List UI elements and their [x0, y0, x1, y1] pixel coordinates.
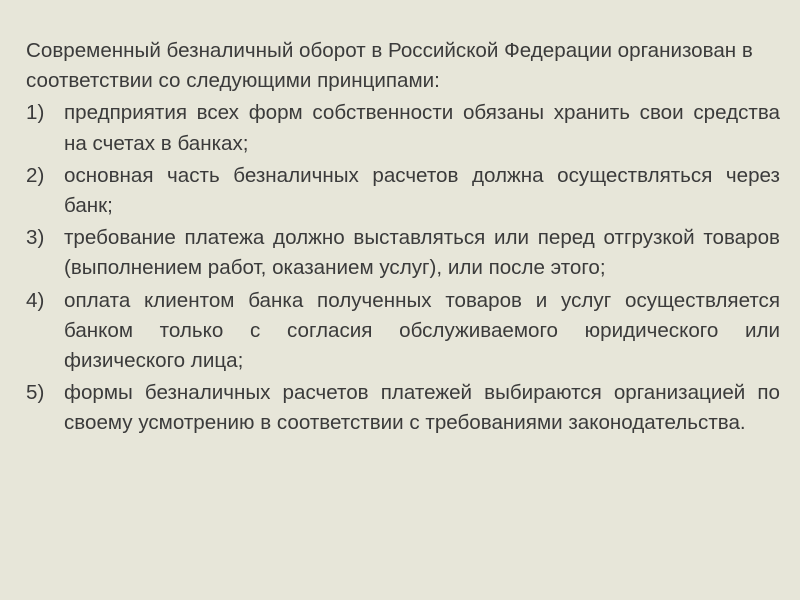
item-text: оплата клиентом банка полученных товаров и услуг осуществляется банком только с согласия обслуживаемого юридического или физического лица;	[64, 288, 780, 373]
item-text: основная часть безналичных расчетов должна осуществляться через банк;	[64, 163, 780, 218]
item-number: 3)	[26, 226, 45, 250]
item-text: требование платежа должно выставляться или перед отгрузкой товаров (выполнением работ, оказанием услуг), или после этого;	[64, 226, 780, 280]
list-item	[26, 98, 780, 158]
list-item	[26, 161, 780, 221]
item-number: 1)	[26, 101, 45, 125]
item-text: предприятия всех форм собственности обязаны хранить свои средства на счетах в банках;	[64, 101, 780, 155]
slide-content	[26, 36, 780, 439]
intro-paragraph: Современный безналичный оборот в Российской Федерации организован в соответствии со следующими принципами:	[26, 39, 753, 93]
list-item	[26, 378, 780, 438]
list-item	[26, 223, 780, 283]
item-number: 4)	[26, 288, 45, 312]
item-number: 2)	[26, 163, 45, 187]
item-text: формы безналичных расчетов платежей выбираются организацией по своему усмотрению в соответствии с требованиями законодательства.	[64, 381, 780, 435]
item-number: 5)	[26, 381, 45, 405]
list-item	[26, 286, 780, 377]
principles-list	[26, 98, 780, 438]
